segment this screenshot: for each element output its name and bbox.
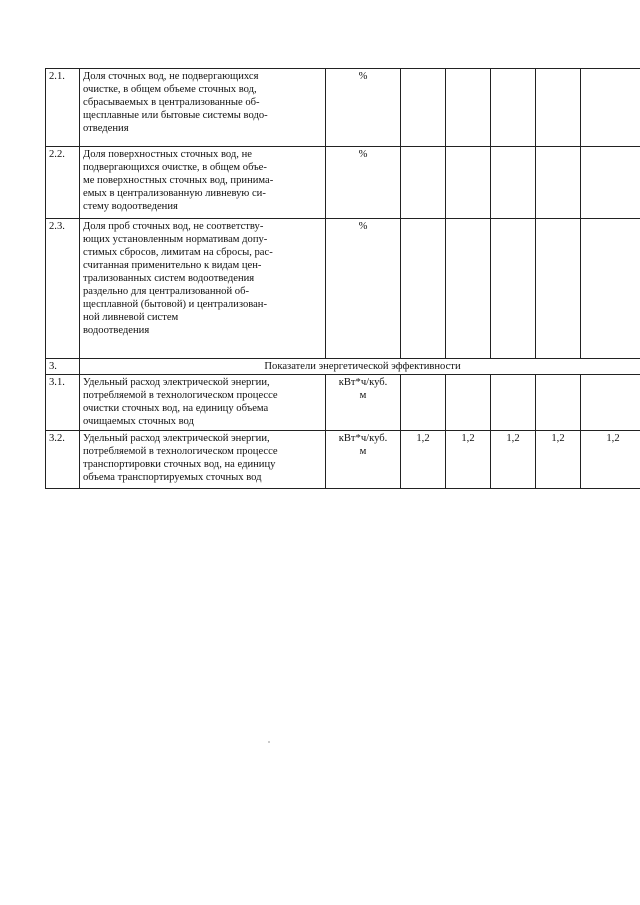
value-cell — [401, 69, 446, 147]
value-cell — [401, 375, 446, 431]
value-cell — [491, 69, 536, 147]
value-cell: 1,2 — [536, 431, 581, 489]
value-cell — [581, 69, 640, 147]
value-cell — [581, 375, 640, 431]
table-row — [46, 431, 640, 489]
indicator-description — [80, 219, 326, 359]
table-body — [46, 69, 640, 489]
description-line: щесплавные или бытовые системы водо- — [83, 110, 268, 121]
description-line: Доля проб сточных вод, не соответству- — [83, 221, 264, 232]
unit-cell: % — [326, 147, 401, 219]
indicator-description — [80, 147, 326, 219]
description-line: сбрасываемых в централизованные об- — [83, 97, 260, 108]
value-cell — [581, 219, 640, 359]
description-line: потребляемой в технологическом процессе — [83, 390, 278, 401]
unit-line: м — [359, 390, 367, 401]
value-cell — [446, 375, 491, 431]
description-line: раздельно для централизованной об- — [83, 286, 250, 297]
value-cell — [446, 219, 491, 359]
table-row — [46, 359, 640, 375]
description-line: стему водоотведения — [83, 201, 178, 212]
indicator-description — [80, 69, 326, 147]
description-line: Доля поверхностных сточных вод, не — [83, 149, 252, 160]
description-line: объема транспортируемых сточных вод — [83, 472, 262, 483]
row-number: 2.2. — [46, 147, 80, 219]
description-line: щесплавной (бытовой) и централизован- — [83, 299, 268, 310]
value-cell — [401, 219, 446, 359]
table-row — [46, 219, 640, 359]
description-line: очистке, в общем объеме сточных вод, — [83, 84, 257, 95]
unit-line: кВт*ч/куб. — [338, 377, 388, 388]
description-line: очищаемых сточных вод — [83, 416, 194, 427]
value-cell — [491, 219, 536, 359]
value-cell: 1,2 — [401, 431, 446, 489]
value-cell — [581, 147, 640, 219]
unit-cell: % — [326, 69, 401, 147]
description-line: трализованных систем водоотведения — [83, 273, 255, 284]
scan-speck — [268, 741, 270, 743]
row-number: 3.1. — [46, 375, 80, 431]
description-line: емых в централизованную ливневую си- — [83, 188, 266, 199]
unit-cell — [326, 431, 401, 489]
unit-line: м — [359, 446, 367, 457]
value-cell — [536, 69, 581, 147]
value-cell — [536, 147, 581, 219]
indicator-description — [80, 431, 326, 489]
row-number: 3. — [46, 359, 80, 375]
description-line: Удельный расход электрической энергии, — [83, 377, 270, 388]
description-line: ной ливневой систем — [83, 312, 179, 323]
table-row — [46, 375, 640, 431]
unit-line: кВт*ч/куб. — [338, 433, 388, 444]
value-cell: 1,2 — [491, 431, 536, 489]
value-cell — [491, 147, 536, 219]
section-title: Показатели энергетической эффективности — [80, 359, 640, 375]
description-line: стимых сбросов, лимитам на сбросы, рас- — [83, 247, 273, 258]
value-cell — [536, 375, 581, 431]
row-number: 2.1. — [46, 69, 80, 147]
value-cell — [536, 219, 581, 359]
indicator-description — [80, 375, 326, 431]
table-row — [46, 147, 640, 219]
description-line: считанная применительно к видам цен- — [83, 260, 262, 271]
description-line: Доля сточных вод, не подвергающихся — [83, 71, 259, 82]
description-line: транспортировки сточных вод, на единицу — [83, 459, 276, 470]
description-line: потребляемой в технологическом процессе — [83, 446, 278, 457]
description-line: ющих установленным нормативам допу- — [83, 234, 268, 245]
table-row — [46, 69, 640, 147]
value-cell: 1,2 — [581, 431, 640, 489]
row-number: 2.3. — [46, 219, 80, 359]
row-number: 3.2. — [46, 431, 80, 489]
value-cell: 1,2 — [446, 431, 491, 489]
value-cell — [401, 147, 446, 219]
description-line: подвергающихся очистке, в общем объе- — [83, 162, 267, 173]
description-line: ме поверхностных сточных вод, принима- — [83, 175, 274, 186]
value-cell — [446, 147, 491, 219]
unit-cell — [326, 375, 401, 431]
description-line: очистки сточных вод, на единицу объема — [83, 403, 269, 414]
unit-cell: % — [326, 219, 401, 359]
description-line: Удельный расход электрической энергии, — [83, 433, 270, 444]
description-line: водоотведения — [83, 325, 150, 336]
value-cell — [491, 375, 536, 431]
indicators-table — [45, 68, 640, 489]
value-cell — [446, 69, 491, 147]
description-line: отведения — [83, 123, 129, 134]
